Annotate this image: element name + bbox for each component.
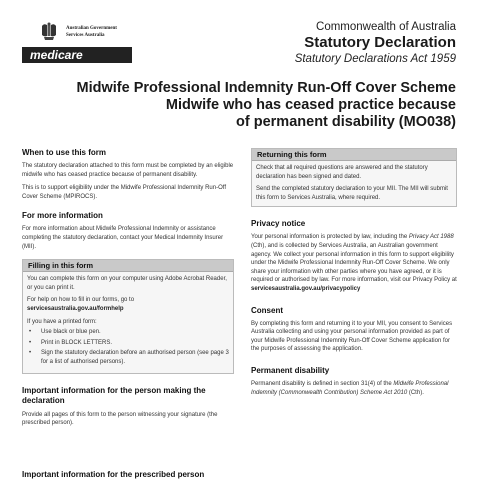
more-info-section: For more information For more information about Midwife Professional Indemnity or assistance completing the statutory declaration, contact your Medical Indemnity Insurer (MII). [22,211,234,251]
act-name: Statutory Declarations Act 1959 [294,53,456,65]
box-heading: Returning this form [252,149,456,161]
form-title: Midwife Professional Indemnity Run-Off Cover Scheme Midwife who has ceased practice because of permanent disability (MO038) [76,80,456,130]
government-label: Australian Government Services Australia [66,26,117,38]
consent-section: Consent By completing this form and returning it to your MII, you consent to Services Australia collecting and using your personal information provided as part of your Midwife Professional Indemnity Run-Off Cover Scheme application for the purposes of assessing the application. [251,306,457,354]
formhelp-link[interactable]: servicesaustralia.gov.au/formhelp [27,305,124,312]
section-heading: When to use this form [22,148,106,157]
box-heading: Filling in this form [23,260,233,272]
list-item: • Print in BLOCK LETTERS. [27,339,229,348]
list-item: • Use black or blue pen. [27,328,229,337]
bullet-list [27,328,229,366]
when-to-use-section: When to use this form The statutory declaration attached to this form must be completed by an eligible midwife who has ceased practice because of permanent disability. This is to support eligibility under the Midwife Professional Indemnity Run-Off Cover Scheme (MPIROCS). [22,148,234,200]
privacy-section: Privacy notice Your personal information is protected by law, including the Privacy Act 1988 (Cth), and is collected by Services Australia, an Australian government agency. We collect your personal information in this form to support eligibility under the Midwife Professional Indemnity Run-Off Cover Scheme. We only share your information with other parties where you have agreed, or it is required or authorised by law. For more information, visit our Privacy Policy at servicesaustralia.gov.au/privacypolicy [251,219,457,292]
org-name: Commonwealth of Australia [316,21,456,33]
returning-box: Returning this form Check that all required questions are answered and the statutory declaration has been signed and dated. Send the completed statutory declaration to your MII. The MII will submit this form to Services Australia, where required. [251,148,457,207]
important-declarant-section: Important information for the person making the declaration Provide all pages of this form to the person witnessing your signature (the prescribed person). [22,386,234,428]
coat-of-arms-icon [38,22,60,42]
prescribed-person-heading: Important information for the prescribed person [22,470,205,479]
privacy-policy-link[interactable]: servicesaustralia.gov.au/privacypolicy [251,285,361,292]
section-heading: Permanent disability [251,365,330,375]
left-column [22,148,234,436]
right-column [251,148,457,405]
medicare-logo: medicare [22,47,132,63]
document-header [295,20,456,66]
section-heading: Consent [251,305,283,315]
filling-in-box: Filling in this form You can complete this form on your computer using Adobe Acrobat Reader, or you can print it. For help on how to fill in our forms, go to servicesaustralia.gov.au/formhelp If you have a printed form: • Use black or blue pen. • Print in BLOCK LETTERS. • Sign the statutory declaration before an authorised person (see page 3 for a list of authorised persons). [22,259,234,373]
section-heading: For more information [22,211,103,221]
list-item: • Sign the statutory declaration before an authorised person (see page 3 for a list of authorised persons). [27,349,229,366]
permanent-disability-section: Permanent disability Permanent disability is defined in section 31(4) of the Midwife Professional Indemnity (Commonwealth Contribution) Scheme Act 2010 (Cth). [251,366,457,397]
section-heading: Important information for the person making the declaration [22,385,206,405]
doc-type: Statutory Declaration [304,34,456,51]
section-heading: Privacy notice [251,219,306,229]
